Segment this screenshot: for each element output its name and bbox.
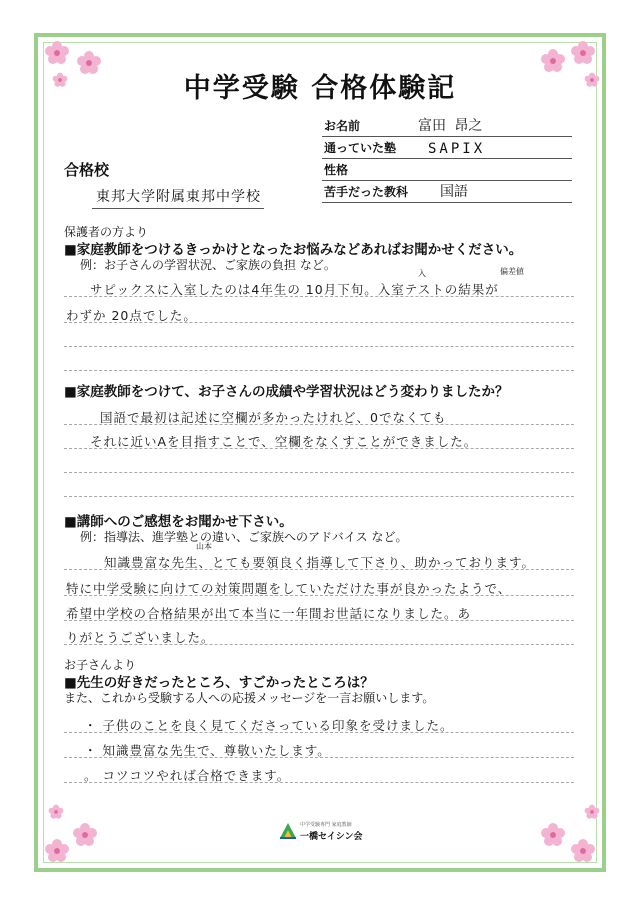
parent-question-3-example: 例：指導法、進学塾との違い、ご家族へのアドバイス など。 (80, 530, 408, 544)
ruled-line (64, 346, 574, 347)
ruled-line (64, 595, 574, 596)
ruled-line (64, 370, 574, 371)
name-row (322, 114, 572, 137)
personality-label: 性格 (324, 163, 349, 177)
juku-value: SAPIX (428, 141, 486, 157)
name-value: 富田 昂之 (418, 118, 483, 134)
school-underline (92, 208, 264, 209)
logo-subtitle: 中学受験専門 家庭教師 (300, 822, 352, 828)
ruled-line (64, 757, 574, 758)
answer-line: わずか 20点でした。 (66, 308, 197, 323)
ruled-line (64, 782, 574, 783)
handwritten-note: 偏差値 (500, 267, 524, 276)
cherry-blossom-icon (44, 838, 70, 864)
cherry-blossom-icon (570, 838, 596, 864)
personality-row (322, 158, 572, 181)
parent-question-3: ■講師へのご感想をお聞かせ下さい。 (64, 514, 293, 530)
cherry-blossom-icon (540, 822, 566, 848)
ruled-line (64, 322, 574, 323)
parent-question-2: ■家庭教師をつけて、お子さんの成績や学習状況はどう変わりましたか？ (64, 384, 509, 400)
ruled-line (64, 732, 574, 733)
school-label: 合格校 (64, 161, 110, 179)
cherry-blossom-icon (44, 40, 70, 66)
parent-section-label: 保護者の方より (64, 225, 149, 239)
weak-subject-label: 苦手だった教科 (324, 185, 409, 199)
answer-line: それに近いAを目指すことで、空欄をなくすことができました。 (90, 434, 478, 449)
page-title: 中学受験 合格体験記 (183, 73, 457, 104)
parent-question-1: ■家庭教師をつけるきっかけとなったお悩みなどあればお聞かせください。 (64, 242, 523, 258)
parent-question-1-example: 例：お子さんの学習状況、ご家族の負担 など。 (80, 258, 336, 272)
weak-subject-value: 国語 (440, 184, 468, 200)
ruled-line (64, 496, 574, 497)
ruled-line (64, 296, 574, 297)
answer-line: 知識豊富な先生、とても要領良く指導して下さり、助かっております。 (104, 555, 536, 570)
cherry-blossom-icon (570, 40, 596, 66)
answer-line: 特に中学受験に向けての対策問題をしていただけた事が良かったようで、 (66, 581, 512, 596)
ruled-line (64, 448, 574, 449)
logo-mark-icon (278, 820, 298, 840)
child-question: ■先生の好きだったところ、すごかったところは？ (64, 675, 374, 691)
answer-line: ・ 子供のことを良く見てくださっている印象を受けました。 (84, 718, 454, 733)
answer-line: 希望中学校の合格結果が出て本当に一年間お世話になりました。あ (66, 606, 472, 621)
cherry-blossom-icon (584, 804, 600, 820)
answer-line: りがとうございました。 (66, 630, 215, 645)
weak-subject-row (322, 180, 572, 203)
school-value: 東邦大学附属東邦中学校 (96, 189, 261, 205)
child-question-sub: また、これから受験する人への応援メッセージを一言お願いします。 (64, 691, 435, 705)
answer-line: ・ 知識豊富な先生で、尊敬いたします。 (84, 743, 331, 758)
ruled-line (64, 644, 574, 645)
ruled-line (64, 569, 574, 570)
juku-label: 通っていた塾 (324, 141, 397, 155)
answer-line: 。 コツコツやれば合格できます。 (84, 768, 291, 783)
name-label: お名前 (324, 119, 361, 133)
answer-line: サピックスに入室したのは4年生の 10月下旬。入室テストの結果が (90, 282, 499, 297)
juku-row (322, 136, 572, 159)
ruled-line (64, 620, 574, 621)
answer-line: 国語で最初は記述に空欄が多かったけれど、0でなくても (100, 410, 447, 425)
cherry-blossom-icon (72, 822, 98, 848)
ruled-line (64, 424, 574, 425)
child-section-label: お子さんより (64, 658, 137, 672)
ruled-line (64, 472, 574, 473)
handwritten-note: 山本 (196, 542, 212, 551)
handwritten-note: 入 (418, 269, 426, 278)
company-logo (278, 816, 378, 846)
cherry-blossom-icon (48, 804, 64, 820)
logo-name: 一橋セイシン会 (300, 832, 363, 842)
